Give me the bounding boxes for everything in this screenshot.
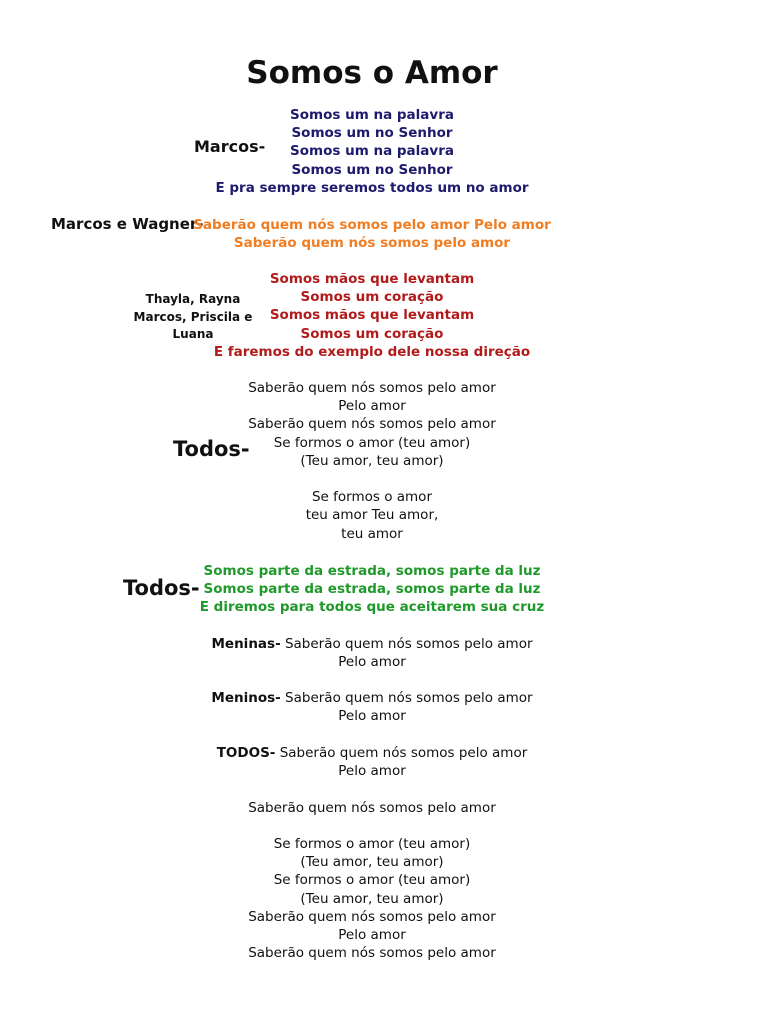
lyric-text: Saberão quem nós somos pelo amor — [280, 636, 533, 652]
lyric-line: Saberão quem nós somos pelo amor — [248, 908, 496, 925]
lyric-line: Pelo amor — [338, 398, 406, 415]
lyric-line — [0, 635, 744, 653]
lyric-line: Se formos o amor (teu amor) — [273, 872, 471, 889]
singer-label-meninas: Meninas- — [211, 636, 281, 652]
lyric-line: (Teu amor, teu amor) — [300, 890, 444, 907]
lyric-line: Saberão quem nós somos pelo amor Pelo amor — [193, 217, 551, 233]
lyric-line: Somos um na palavra — [290, 143, 454, 160]
lyric-line: E diremos para todos que aceitarem sua cruz — [199, 599, 545, 616]
chorus-1 — [0, 379, 744, 543]
lyric-line: (Teu amor, teu amor) — [300, 854, 444, 871]
lyric-line: Se formos o amor — [311, 489, 432, 506]
lyric-line: Saberão quem nós somos pelo amor — [248, 380, 496, 396]
lyric-line: Somos um no Senhor — [291, 125, 453, 142]
lyric-line: E faremos do exemplo dele nossa direção — [213, 343, 531, 360]
singer-label-todos-2: Todos- — [123, 576, 200, 600]
lyric-line: E pra sempre seremos todos um no amor — [215, 179, 529, 196]
lyric-line: (Teu amor, teu amor) — [300, 452, 444, 469]
lyric-line: Somos parte da estrada, somos parte da luz — [203, 581, 541, 598]
lyric-line: Saberão quem nós somos pelo amor — [248, 945, 496, 962]
lyric-line: Somos um coração — [300, 289, 444, 306]
verse-4 — [0, 562, 744, 617]
lyric-line — [0, 470, 744, 488]
lyric-line: Somos um coração — [300, 325, 444, 342]
page-title: Somos o Amor — [246, 55, 498, 91]
lyric-line: Se formos o amor (teu amor) — [273, 836, 471, 852]
lyric-line: Somos um na palavra — [290, 107, 454, 123]
lyric-line: Pelo amor — [338, 654, 406, 671]
lyric-line: Saberão quem nós somos pelo amor — [248, 416, 496, 433]
lyric-line: Saberão quem nós somos pelo amor — [233, 235, 511, 252]
lyric-line: Somos mãos que levantam — [269, 271, 475, 287]
lyric-line: Pelo amor — [338, 763, 406, 780]
lyric-line: Somos parte da estrada, somos parte da luz — [203, 563, 541, 579]
singer-label-marcos: Marcos- — [194, 137, 266, 156]
outro-2 — [0, 835, 744, 962]
singer-label-todos-caps: TODOS- — [216, 745, 276, 761]
lyric-line — [0, 744, 744, 762]
lyric-line: Se formos o amor (teu amor) — [273, 434, 471, 451]
lyric-line: Somos mãos que levantam — [269, 307, 475, 324]
lyric-text: Saberão quem nós somos pelo amor — [280, 690, 533, 706]
lyric-line: Pelo amor — [338, 926, 406, 943]
verse-1 — [0, 106, 744, 197]
lyric-line: Somos um no Senhor — [291, 161, 453, 178]
singer-label-meninos: Meninos- — [211, 690, 281, 706]
outro-1 — [0, 799, 744, 817]
singer-label-marcos-wagner: Marcos e Wagner- — [51, 215, 204, 233]
lyric-line: Pelo amor — [338, 708, 406, 725]
lyric-line: teu amor Teu amor, — [305, 507, 439, 524]
meninas-section — [0, 635, 744, 671]
lyric-line: teu amor — [341, 525, 403, 542]
todos-section — [0, 744, 744, 780]
lyric-line — [0, 689, 744, 707]
singer-label-todos-1: Todos- — [173, 437, 250, 461]
lyric-line: Saberão quem nós somos pelo amor — [248, 800, 496, 816]
lyric-text: Saberão quem nós somos pelo amor — [275, 745, 528, 761]
singer-label-thayla-group: Thayla, Rayna Marcos, Priscila e Luana — [133, 292, 253, 341]
verse-2 — [0, 216, 744, 252]
meninos-section — [0, 689, 744, 725]
verse-3 — [0, 270, 744, 361]
